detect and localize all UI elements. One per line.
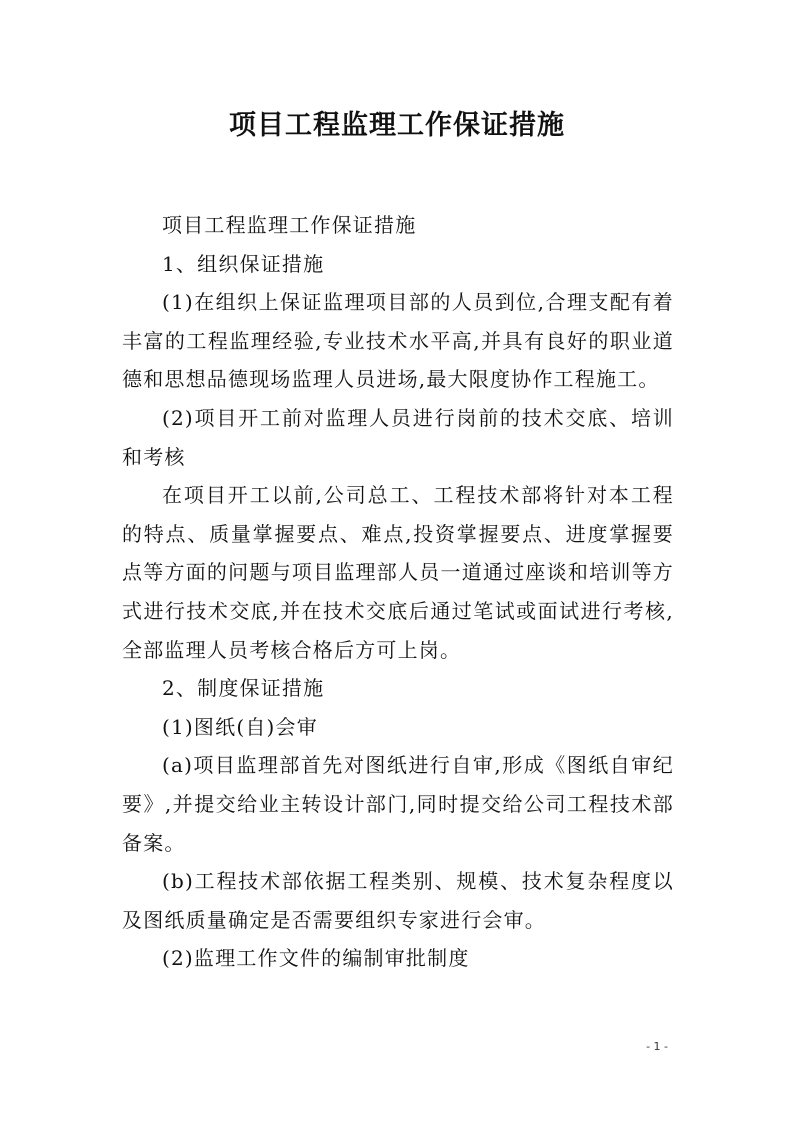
paragraph-heading-repeat: 项目工程监理工作保证措施 xyxy=(162,213,417,237)
paragraph-organization-1: (1)在组织上保证监理项目部的人员到位,合理支配有着丰富的工程监理经验,专业技术水平高,并具有良好的职业道德和思想品德现场监理人员进场,最大限度协作工程施工。 xyxy=(122,290,674,392)
paragraph-system-2-heading: (2)监理工作文件的编制审批制度 xyxy=(162,946,470,971)
paragraph-system-1-heading: (1)图纸(自)会审 xyxy=(162,714,318,739)
page-number: - 1 - xyxy=(646,1040,668,1053)
paragraph-organization-2-body: 在项目开工以前,公司总工、工程技术部将针对本工程的特点、质量掌握要点、难点,投资掌握要点、进度掌握要点等方面的问题与项目监理部人员一道通过座谈和培训等方式进行技术交底,并在技术交底后通过笔试或面试进行考核,全部监理人员考核合格后方可上岗。 xyxy=(122,483,674,662)
section-heading-organization: 1、组织保证措施 xyxy=(162,251,325,276)
paragraph-system-1a: (a)项目监理部首先对图纸进行自审,形成《图纸自审纪要》,并提交给业主转设计部门,同时提交给公司工程技术部备案。 xyxy=(122,753,674,855)
section-heading-system: 2、制度保证措施 xyxy=(162,676,325,701)
paragraph-system-1b: (b)工程技术部依据工程类别、规模、技术复杂程度以及图纸质量确定是否需要组织专家进行会审。 xyxy=(122,869,674,932)
paragraph-organization-2-heading: (2)项目开工前对监理人员进行岗前的技术交底、培训和考核 xyxy=(122,405,674,469)
document-title: 项目工程监理工作保证措施 xyxy=(229,110,565,141)
document-body xyxy=(122,206,674,978)
